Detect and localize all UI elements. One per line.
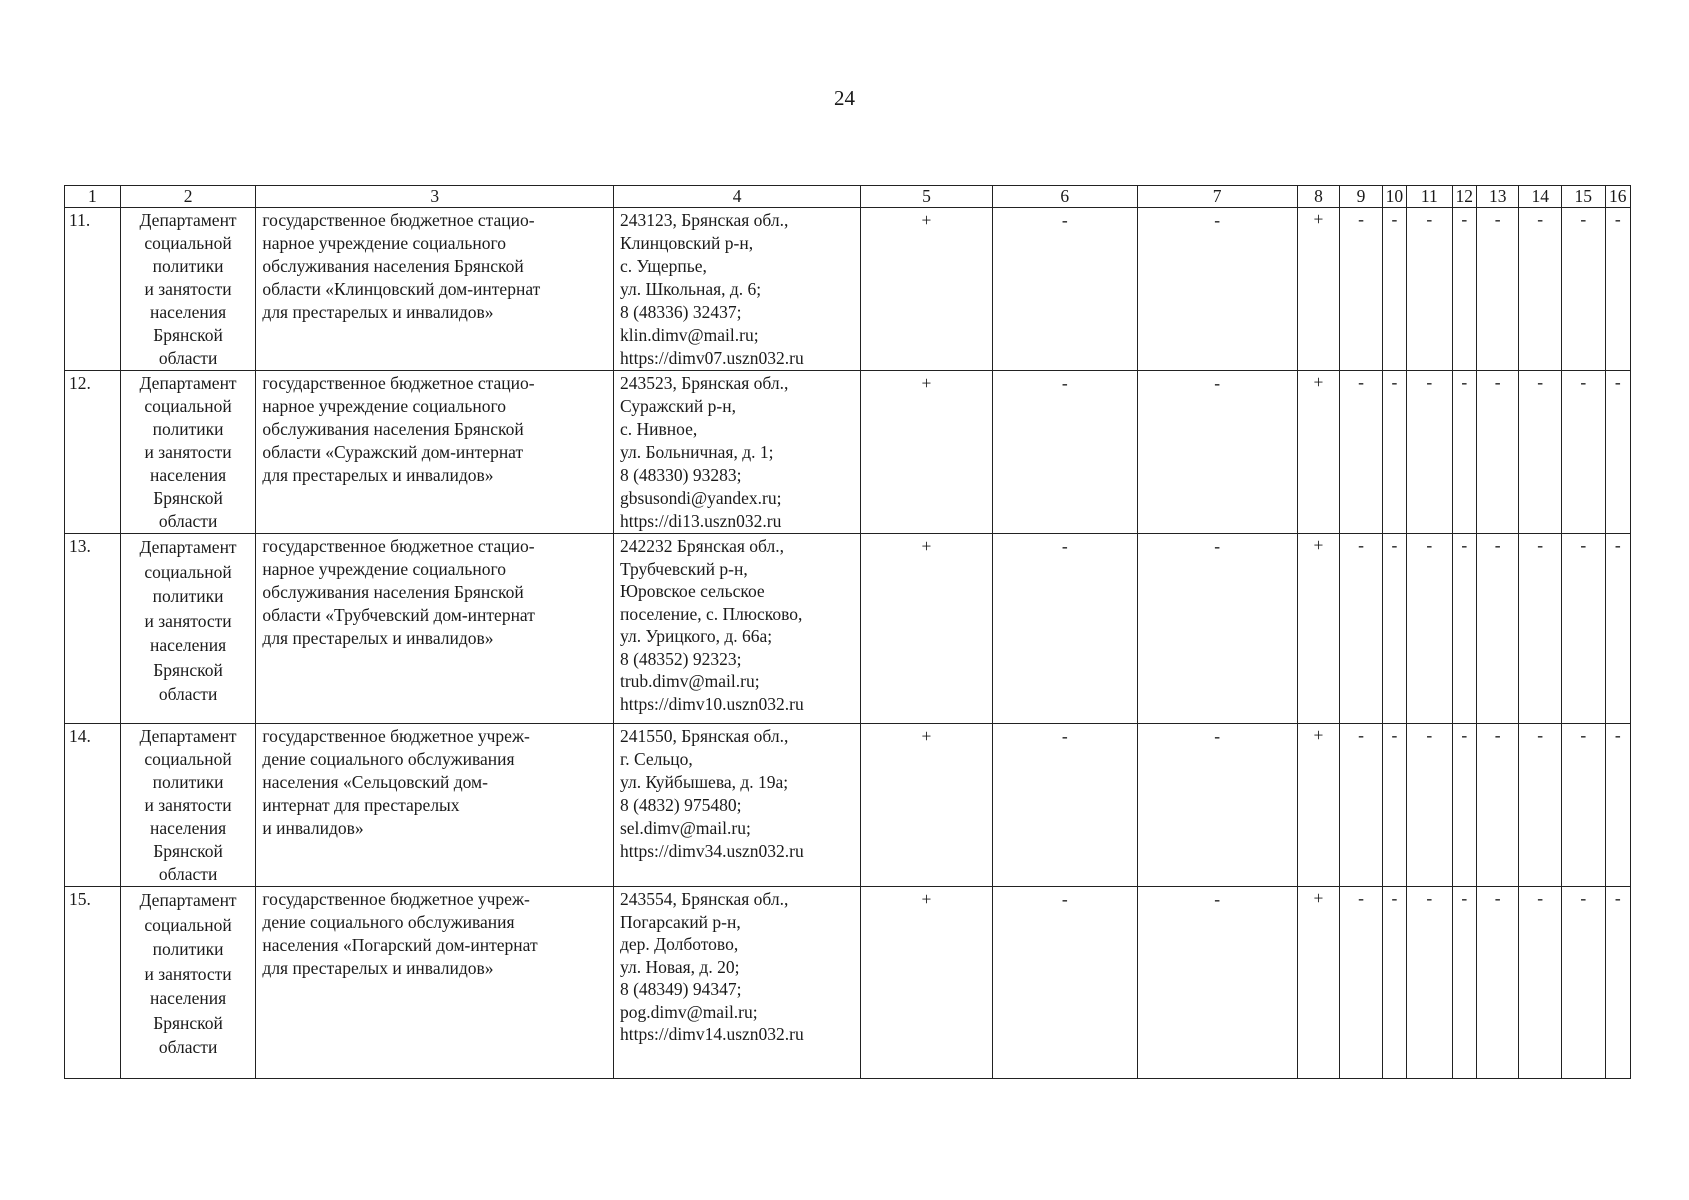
mark-cell: - <box>1340 724 1383 887</box>
institution-cell: государственное бюджетное учреж- дение социального обслуживания населения «Сельцовский дом- интернат для престарелых и инвалидов» <box>256 724 614 887</box>
mark-cell: - <box>1407 724 1453 887</box>
mark-cell: - <box>1561 887 1605 1079</box>
mark-cell: - <box>1407 534 1453 724</box>
table-row <box>65 887 1631 1079</box>
mark-cell: - <box>992 208 1137 371</box>
mark-cell: - <box>1519 887 1562 1079</box>
mark-cell: - <box>1452 371 1476 534</box>
mark-cell: - <box>1519 371 1562 534</box>
mark-cell: - <box>1340 371 1383 534</box>
mark-cell: - <box>1476 724 1519 887</box>
table-row <box>65 208 1631 371</box>
institution-cell: государственное бюджетное учреж- дение социального обслуживания населения «Погарский дом-интернат для престарелых и инвалидов» <box>256 887 614 1079</box>
mark-cell: - <box>1561 208 1605 371</box>
mark-cell: + <box>861 887 993 1079</box>
column-header: 1 <box>65 186 121 208</box>
table-row <box>65 371 1631 534</box>
column-header: 16 <box>1605 186 1630 208</box>
mark-cell: - <box>992 724 1137 887</box>
mark-cell: - <box>1452 724 1476 887</box>
mark-cell: - <box>1519 208 1562 371</box>
column-header: 14 <box>1519 186 1562 208</box>
address-cell: 243123, Брянская обл., Клинцовский р-н, с. Ущерпье, ул. Школьная, д. 6; 8 (48336) 32437; klin.dimv@mail.ru; https://dimv07.uszn032.ru <box>613 208 860 371</box>
mark-cell: - <box>992 887 1137 1079</box>
address-cell: 243554, Брянская обл., Погарсакий р-н, дер. Долботово, ул. Новая, д. 20; 8 (48349) 94347; pog.dimv@mail.ru; https://dimv14.uszn032.ru <box>613 887 860 1079</box>
mark-cell: + <box>1297 534 1340 724</box>
address-cell: 242232 Брянская обл., Трубчевский р-н, Юровское сельское поселение, с. Плюсково, ул. Урицкого, д. 66а; 8 (48352) 92323; trub.dimv@mail.ru; https://dimv10.uszn032.ru <box>613 534 860 724</box>
mark-cell: - <box>1382 887 1406 1079</box>
mark-cell: - <box>1605 724 1630 887</box>
mark-cell: - <box>1519 534 1562 724</box>
mark-cell: + <box>861 534 993 724</box>
mark-cell: - <box>1137 371 1297 534</box>
address-cell: 241550, Брянская обл., г. Сельцо, ул. Куйбышева, д. 19а; 8 (4832) 975480; sel.dimv@mail.ru; https://dimv34.uszn032.ru <box>613 724 860 887</box>
page-number: 24 <box>834 86 855 110</box>
mark-cell: - <box>1340 208 1383 371</box>
mark-cell: - <box>1476 887 1519 1079</box>
department-cell: Департамент социальной политики и занятости населения Брянской области <box>120 208 256 371</box>
column-header: 7 <box>1137 186 1297 208</box>
row-number: 13. <box>65 534 121 724</box>
table-row <box>65 534 1631 724</box>
mark-cell: - <box>992 534 1137 724</box>
mark-cell: - <box>1605 208 1630 371</box>
column-header: 12 <box>1452 186 1476 208</box>
mark-cell: - <box>1382 534 1406 724</box>
mark-cell: - <box>1605 371 1630 534</box>
mark-cell: - <box>1605 887 1630 1079</box>
row-number: 12. <box>65 371 121 534</box>
mark-cell: + <box>861 724 993 887</box>
column-header: 15 <box>1561 186 1605 208</box>
mark-cell: - <box>1561 724 1605 887</box>
mark-cell: - <box>1452 208 1476 371</box>
row-number: 11. <box>65 208 121 371</box>
mark-cell: - <box>1137 534 1297 724</box>
column-number-row <box>65 186 1631 208</box>
column-header: 4 <box>613 186 860 208</box>
mark-cell: + <box>1297 208 1340 371</box>
mark-cell: - <box>1137 724 1297 887</box>
mark-cell: + <box>1297 887 1340 1079</box>
institution-cell: государственное бюджетное стацио- нарное учреждение социального обслуживания населения Брянской области «Клинцовский дом-интернат для престарелых и инвалидов» <box>256 208 614 371</box>
mark-cell: - <box>1382 724 1406 887</box>
row-number: 15. <box>65 887 121 1079</box>
mark-cell: - <box>1407 208 1453 371</box>
mark-cell: - <box>1519 724 1562 887</box>
mark-cell: - <box>1452 534 1476 724</box>
mark-cell: - <box>992 371 1137 534</box>
mark-cell: - <box>1382 371 1406 534</box>
institution-cell: государственное бюджетное стацио- нарное учреждение социального обслуживания населения Брянской области «Трубчевский дом-интернат для престарелых и инвалидов» <box>256 534 614 724</box>
mark-cell: - <box>1452 887 1476 1079</box>
mark-cell: - <box>1605 534 1630 724</box>
mark-cell: - <box>1407 887 1453 1079</box>
address-cell: 243523, Брянская обл., Суражский р-н, с. Нивное, ул. Больничная, д. 1; 8 (48330) 93283; gbsusondi@yandex.ru; https://di13.uszn032.ru <box>613 371 860 534</box>
mark-cell: + <box>1297 724 1340 887</box>
department-cell: Департамент социальной политики и занятости населения Брянской области <box>120 887 256 1079</box>
mark-cell: - <box>1561 371 1605 534</box>
institutions-table <box>64 185 1631 1079</box>
mark-cell: - <box>1382 208 1406 371</box>
column-header: 11 <box>1407 186 1453 208</box>
department-cell: Департамент социальной политики и занятости населения Брянской области <box>120 724 256 887</box>
column-header: 6 <box>992 186 1137 208</box>
mark-cell: - <box>1407 371 1453 534</box>
mark-cell: - <box>1340 887 1383 1079</box>
mark-cell: - <box>1137 887 1297 1079</box>
column-header: 8 <box>1297 186 1340 208</box>
mark-cell: - <box>1340 534 1383 724</box>
table-row <box>65 724 1631 887</box>
column-header: 3 <box>256 186 614 208</box>
column-header: 10 <box>1382 186 1406 208</box>
mark-cell: - <box>1476 534 1519 724</box>
column-header: 9 <box>1340 186 1383 208</box>
mark-cell: - <box>1476 208 1519 371</box>
row-number: 14. <box>65 724 121 887</box>
mark-cell: + <box>861 371 993 534</box>
column-header: 5 <box>861 186 993 208</box>
column-header: 13 <box>1476 186 1519 208</box>
mark-cell: + <box>861 208 993 371</box>
mark-cell: - <box>1476 371 1519 534</box>
department-cell: Департамент социальной политики и занятости населения Брянской области <box>120 371 256 534</box>
mark-cell: - <box>1561 534 1605 724</box>
mark-cell: + <box>1297 371 1340 534</box>
department-cell: Департамент социальной политики и занятости населения Брянской области <box>120 534 256 724</box>
mark-cell: - <box>1137 208 1297 371</box>
column-header: 2 <box>120 186 256 208</box>
institution-cell: государственное бюджетное стацио- нарное учреждение социального обслуживания населения Брянской области «Суражский дом-интернат для престарелых и инвалидов» <box>256 371 614 534</box>
